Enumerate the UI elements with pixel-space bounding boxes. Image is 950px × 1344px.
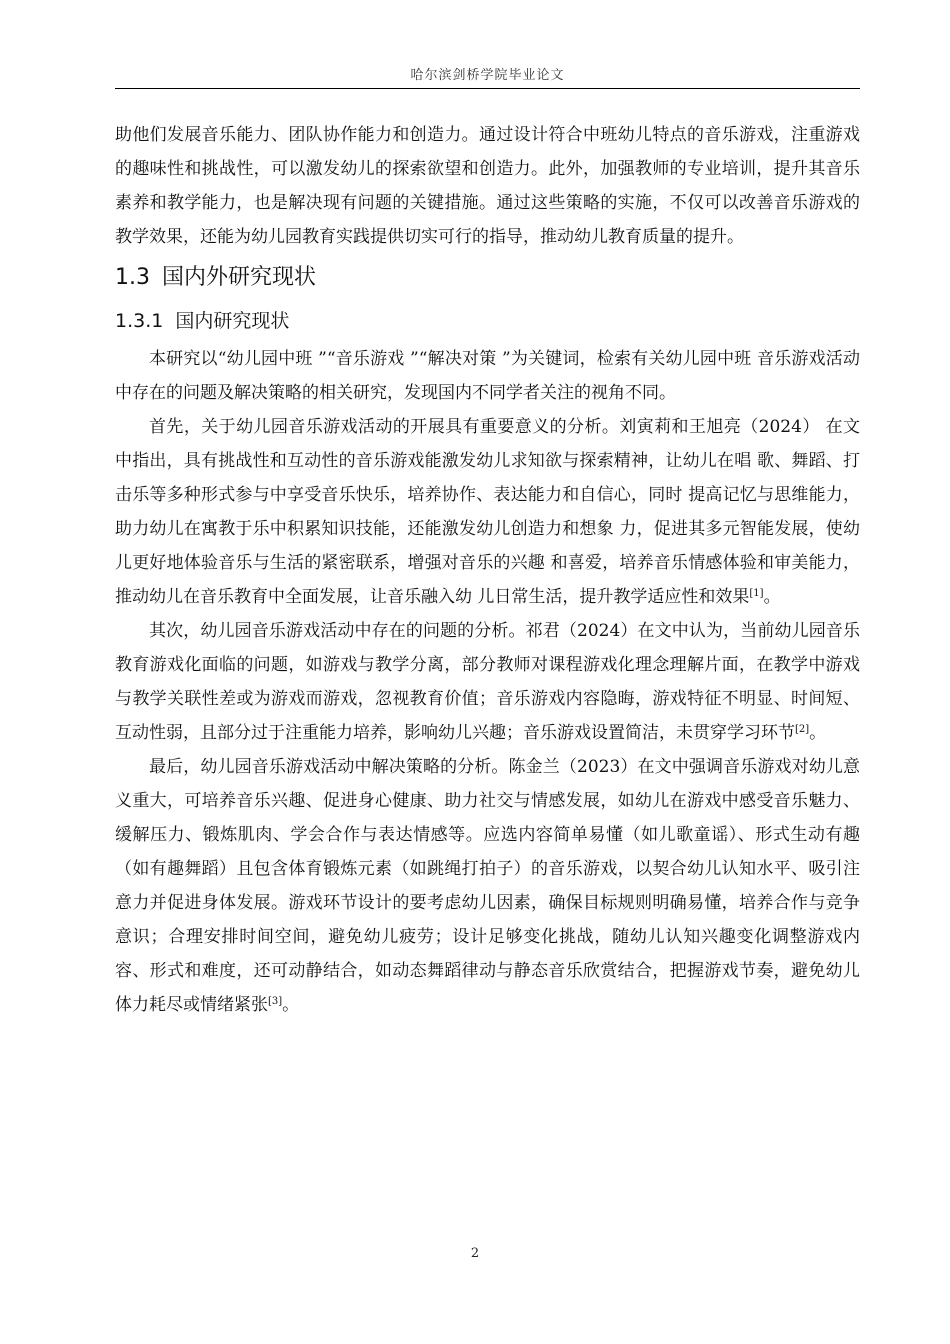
body-paragraph (115, 342, 860, 410)
subsection-heading (115, 304, 860, 338)
body-paragraph (115, 614, 860, 750)
section-title: 国内外研究现状 (162, 265, 317, 290)
subsection-title: 国内研究现状 (175, 310, 290, 332)
paragraph-text: 本研究以“幼儿园中班 ”“音乐游戏 ”“解决对策 ”为关键词，检索有关幼儿园中班 音乐游戏活动中存在的问题及解决策略的相关研究，发现国内不同学者关注的视角不同。 (115, 349, 860, 403)
citation-ref: [3] (268, 996, 283, 1007)
body-paragraph (115, 410, 860, 614)
end-mark: 。 (282, 995, 300, 1015)
citation-ref: [1] (749, 588, 764, 599)
page-number: 2 (470, 1246, 480, 1261)
paragraph-text: 首先，关于幼儿园音乐游戏活动的开展具有重要意义的分析。刘寅莉和王旭亮（2024） 在文中指出，具有挑战性和互动性的音乐游戏能激发幼儿求知欲与探索精神，让幼儿在唱 歌、舞蹈、打击乐等多种形式参与中享受音乐快乐，培养协作、表达能力和自信心，同时 提高记忆与思维能力，助力幼儿在寓教于乐中积累知识技能，还能激发幼儿创造力和想象 力，促进其多元智能发展，使幼儿更好地体验音乐与生活的紧密联系，增强对音乐的兴趣 和喜爱，培养音乐情感体验和审美能力，推动幼儿在音乐教育中全面发展，让音乐融入幼 儿日常生活，提升教学适应性和效果 (115, 417, 860, 607)
intro-paragraph: 助他们发展音乐能力、团队协作能力和创造力。通过设计符合中班幼儿特点的音乐游戏，注重游戏的趣味性和挑战性，可以激发幼儿的探索欲望和创造力。此外，加强教师的专业培训，提升其音乐素养和教学能力，也是解决现有问题的关键措施。通过这些策略的实施，不仅可以改善音乐游戏的教学效果，还能为幼儿园教育实践提供切实可行的指导，推动幼儿教育质量的提升。 (115, 125, 860, 247)
page-body (115, 118, 860, 1022)
citation-ref: [2] (795, 724, 810, 735)
end-mark: 。 (763, 587, 781, 607)
subsection-number: 1.3.1 (115, 310, 164, 332)
header-rule (115, 88, 860, 89)
body-paragraph (115, 750, 860, 1022)
section-number: 1.3 (115, 265, 150, 290)
paragraph-text: 其次，幼儿园音乐游戏活动中存在的问题的分析。祁君（2024）在文中认为，当前幼儿园音乐教育游戏化面临的问题，如游戏与教学分离，部分教师对课程游戏化理念理解片面，在教学中游戏与教学关联性差或为游戏而游戏，忽视教育价值；音乐游戏内容隐晦，游戏特征不明显、时间短、互动性弱，且部分过于注重能力培养，影响幼儿兴趣；音乐游戏设置简洁，未贯穿学习环节 (115, 621, 860, 743)
running-header: 哈尔滨剑桥学院毕业论文 (410, 68, 565, 83)
section-heading (115, 260, 860, 296)
paragraph-text: 最后，幼儿园音乐游戏活动中解决策略的分析。陈金兰（2023）在文中强调音乐游戏对幼儿意义重大，可培养音乐兴趣、促进身心健康、助力社交与情感发展，如幼儿在游戏中感受音乐魅力、缓解压力、锻炼肌肉、学会合作与表达情感等。应选内容简单易懂（如儿歌童谣）、形式生动有趣（如有趣舞蹈）且包含体育锻炼元素（如跳绳打拍子）的音乐游戏，以契合幼儿认知水平、吸引注意力并促进身体发展。游戏环节设计的要考虑幼儿因素，确保目标规则明确易懂，培养合作与竞争意识；合理安排时间空间，避免幼儿疲劳；设计足够变化挑战，随幼儿认知兴趣变化调整游戏内容、形式和难度，还可动静结合，如动态舞蹈律动与静态音乐欣赏结合，把握游戏节奏，避免幼儿体力耗尽或情绪紧张 (115, 757, 860, 1015)
end-mark: 。 (809, 723, 827, 743)
